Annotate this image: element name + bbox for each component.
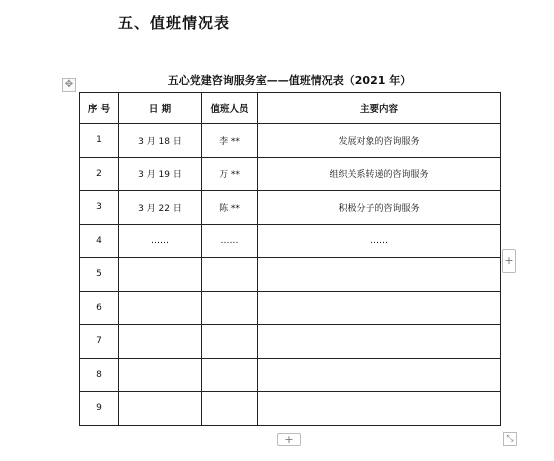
cell-date[interactable]: 3 月 19 日 <box>119 157 202 191</box>
table-row <box>80 124 501 158</box>
header-number[interactable]: 序 号 <box>80 93 119 124</box>
cell-number[interactable]: 6 <box>80 291 119 325</box>
header-date[interactable]: 日 期 <box>119 93 202 124</box>
cell-number[interactable]: 4 <box>80 224 119 258</box>
cell-content[interactable]: 组织关系转递的咨询服务 <box>258 157 501 191</box>
cell-person[interactable]: 陈 ** <box>202 191 258 225</box>
cell-content[interactable] <box>258 358 501 392</box>
cell-number[interactable]: 3 <box>80 191 119 225</box>
cell-person[interactable]: …… <box>202 224 258 258</box>
table-row <box>80 157 501 191</box>
table-row <box>80 291 501 325</box>
table-resize-icon[interactable]: ⤡ <box>503 432 517 446</box>
cell-content[interactable] <box>258 258 501 292</box>
table-title: 五心党建咨询服务室——值班情况表（2021 年） <box>167 74 412 87</box>
cell-number[interactable]: 7 <box>80 325 119 359</box>
cell-date[interactable] <box>119 358 202 392</box>
table-row <box>80 191 501 225</box>
cell-number[interactable]: 8 <box>80 358 119 392</box>
header-content[interactable]: 主要内容 <box>258 93 501 124</box>
cell-content[interactable]: 积极分子的咨询服务 <box>258 191 501 225</box>
section-heading: 五、值班情况表 <box>118 14 231 32</box>
add-row-plus-icon[interactable]: + <box>277 433 301 446</box>
cell-date[interactable] <box>119 325 202 359</box>
cell-date[interactable]: 3 月 22 日 <box>119 191 202 225</box>
table-row <box>80 325 501 359</box>
cell-content[interactable] <box>258 325 501 359</box>
cell-number[interactable]: 5 <box>80 258 119 292</box>
header-person[interactable]: 值班人员 <box>202 93 258 124</box>
cell-date[interactable] <box>119 258 202 292</box>
cell-content[interactable]: …… <box>258 224 501 258</box>
cell-content[interactable] <box>258 291 501 325</box>
cell-person[interactable] <box>202 291 258 325</box>
table-header-row <box>80 93 501 124</box>
cell-number[interactable]: 1 <box>80 124 119 158</box>
cell-person[interactable] <box>202 258 258 292</box>
cell-content[interactable]: 发展对象的咨询服务 <box>258 124 501 158</box>
cell-number[interactable]: 2 <box>80 157 119 191</box>
table-row <box>80 358 501 392</box>
cell-content[interactable] <box>258 392 501 426</box>
duty-table <box>79 92 501 426</box>
add-column-plus-icon[interactable]: + <box>502 249 516 273</box>
table-move-handle-icon[interactable]: ✥ <box>62 78 76 92</box>
cell-date[interactable]: 3 月 18 日 <box>119 124 202 158</box>
cell-date[interactable]: …… <box>119 224 202 258</box>
table-row <box>80 392 501 426</box>
table-row <box>80 224 501 258</box>
cell-number[interactable]: 9 <box>80 392 119 426</box>
cell-person[interactable] <box>202 392 258 426</box>
cell-person[interactable] <box>202 358 258 392</box>
cell-person[interactable]: 李 ** <box>202 124 258 158</box>
cell-person[interactable]: 万 ** <box>202 157 258 191</box>
cell-date[interactable] <box>119 392 202 426</box>
table-row <box>80 258 501 292</box>
cell-person[interactable] <box>202 325 258 359</box>
cell-date[interactable] <box>119 291 202 325</box>
